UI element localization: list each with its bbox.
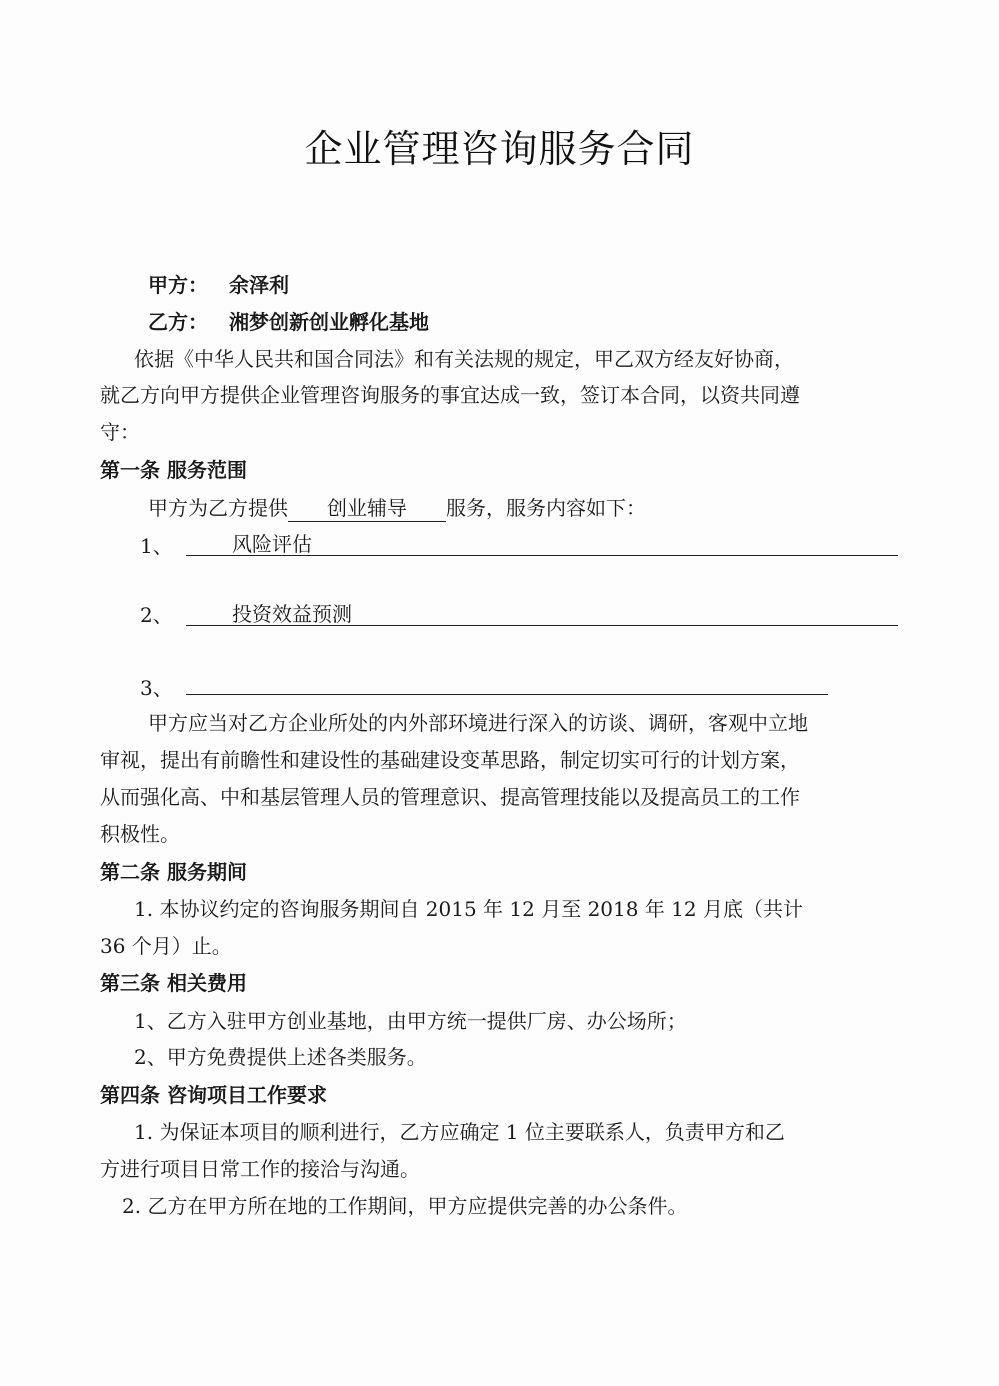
service-type-field: 创业辅导 (288, 496, 446, 522)
article-3-line-2: 2、甲方免费提供上述各类服务。 (134, 1045, 427, 1069)
page-title: 企业管理咨询服务合同 (304, 127, 695, 171)
item-1-number: 1、 (140, 534, 173, 558)
article-1-body-2: 审视，提出有前瞻性和建设性的基础建设变革思路，制定切实可行的计划方案， (100, 748, 800, 772)
article-1-intro-suffix: 服务，服务内容如下： (446, 496, 646, 520)
party-b-row (148, 310, 948, 334)
article-1-intro (148, 496, 948, 522)
party-a-name: 余泽利 (228, 273, 289, 297)
item-3-line (186, 670, 828, 695)
preamble-line-2: 就乙方向甲方提供企业管理咨询服务的事宜达成一致，签订本合同，以资共同遵 (100, 383, 800, 407)
article-1-body-3: 从而强化高、中和基层管理人员的管理意识、提高管理技能以及提高员工的工作 (100, 785, 800, 809)
article-2-heading: 第二条 服务期间 (100, 860, 247, 884)
preamble-line-1: 依据《中华人民共和国合同法》和有关法规的规定，甲乙双方经友好协商， (134, 347, 794, 371)
article-4-line-2: 方进行项目日常工作的接洽与沟通。 (100, 1157, 420, 1181)
article-3-heading: 第三条 相关费用 (100, 971, 247, 995)
item-3-number: 3、 (140, 676, 173, 700)
article-1-body-4: 积极性。 (100, 822, 180, 846)
party-a-row (148, 273, 948, 297)
article-1-intro-prefix: 甲方为乙方提供 (148, 496, 288, 520)
article-1-body-1: 甲方应当对乙方企业所处的内外部环境进行深入的访谈、调研，客观中立地 (148, 711, 808, 735)
article-4-line-3: 2. 乙方在甲方所在地的工作期间，甲方应提供完善的办公条件。 (122, 1194, 688, 1218)
article-4-line-1: 1. 为保证本项目的顺利进行，乙方应确定 1 位主要联系人，负责甲方和乙 (134, 1120, 785, 1144)
item-2-text: 投资效益预测 (232, 602, 352, 626)
party-b-label: 乙方： (148, 310, 208, 334)
party-a-label: 甲方： (148, 273, 208, 297)
article-3-line-1: 1、乙方入驻甲方创业基地，由甲方统一提供厂房、办公场所； (134, 1009, 687, 1033)
item-2-number: 2、 (140, 603, 173, 627)
item-1-text: 风险评估 (232, 532, 312, 556)
article-4-heading: 第四条 咨询项目工作要求 (100, 1083, 327, 1107)
article-1-heading: 第一条 服务范围 (100, 458, 247, 482)
article-2-line-2: 36 个月）止。 (100, 934, 232, 958)
article-2-line-1: 1. 本协议约定的咨询服务期间自 2015 年 12 月至 2018 年 12 月底（共计 (134, 897, 803, 921)
party-b-name: 湘梦创新创业孵化基地 (228, 310, 429, 334)
preamble-line-3: 守： (100, 420, 140, 444)
